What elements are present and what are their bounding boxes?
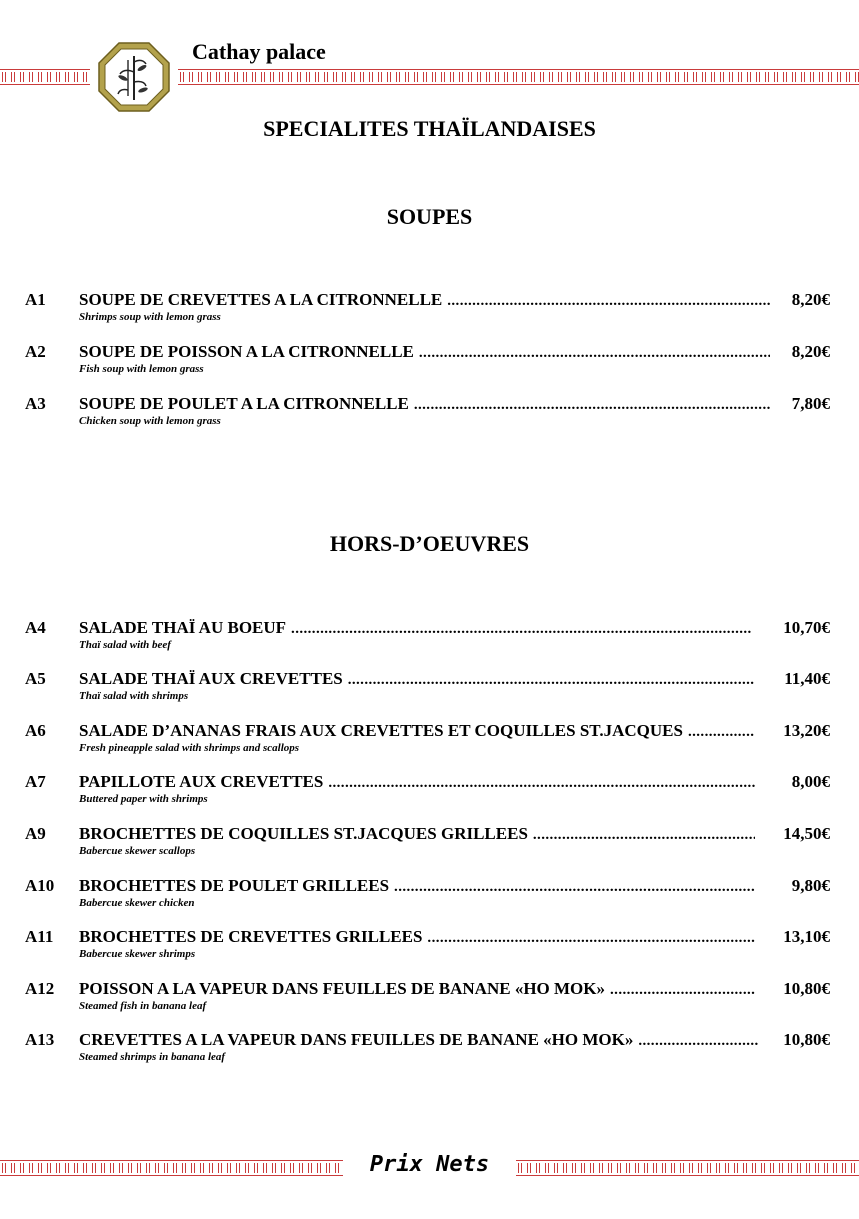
menu-item	[25, 342, 830, 382]
greek-key-border-bottom-right	[516, 1160, 859, 1176]
item-english: Steamed shrimps in banana leaf	[79, 1051, 226, 1063]
dot-leader	[419, 345, 770, 362]
item-code: A3	[25, 394, 46, 413]
item-code: A5	[25, 669, 46, 688]
dot-leader	[291, 621, 751, 638]
item-english: Thaï salad with shrimps	[79, 690, 189, 702]
item-english: Steamed fish in banana leaf	[79, 1000, 207, 1012]
item-code: A12	[25, 979, 55, 998]
item-code: A7	[25, 772, 46, 791]
menu-item	[25, 772, 830, 812]
menu-item	[25, 876, 830, 916]
item-price: 10,80€	[783, 1030, 830, 1049]
item-name: SOUPE DE POISSON A LA CITRONNELLE	[79, 342, 414, 361]
dot-leader	[394, 879, 755, 896]
item-code: A4	[25, 618, 46, 637]
item-name: CREVETTES A LA VAPEUR DANS FEUILLES DE BANANE «HO MOK»	[79, 1030, 634, 1049]
item-english: Buttered paper with shrimps	[79, 793, 208, 805]
menu-item	[25, 394, 830, 434]
item-english: Fish soup with lemon grass	[79, 363, 204, 375]
item-price: 10,70€	[783, 618, 830, 637]
dot-leader	[447, 293, 770, 310]
dot-leader	[688, 724, 755, 741]
item-price: 13,10€	[783, 927, 830, 946]
item-name: SALADE THAÏ AUX CREVETTES	[79, 669, 343, 688]
item-english: Shrimps soup with lemon grass	[79, 311, 221, 323]
section-title-soupes: SOUPES	[386, 204, 473, 229]
menu-item	[25, 1030, 830, 1070]
dot-leader	[610, 982, 755, 999]
greek-key-border-top-right	[178, 69, 859, 85]
item-name: BROCHETTES DE COQUILLES ST.JACQUES GRILLEES	[79, 824, 528, 843]
menu-item	[25, 824, 830, 864]
item-price: 13,20€	[783, 721, 830, 740]
item-english: Chicken soup with lemon grass	[79, 415, 221, 427]
item-price: 8,20€	[791, 290, 830, 309]
item-english: Babercue skewer shrimps	[79, 948, 196, 960]
dot-leader	[414, 397, 770, 414]
dot-leader	[638, 1033, 759, 1050]
item-name: PAPILLOTE AUX CREVETTES	[79, 772, 324, 791]
item-code: A2	[25, 342, 46, 361]
item-english: Fresh pineapple salad with shrimps and scallops	[79, 742, 300, 754]
bamboo-octagon-logo-icon	[98, 42, 170, 112]
item-price: 8,00€	[791, 772, 830, 791]
item-price: 14,50€	[783, 824, 830, 843]
item-name: SALADE THAÏ AU BOEUF	[79, 618, 287, 637]
item-name: SOUPE DE POULET A LA CITRONNELLE	[79, 394, 409, 413]
page-title: SPECIALITES THAÏLANDAISES	[263, 116, 596, 141]
item-name: POISSON A LA VAPEUR DANS FEUILLES DE BANANE «HO MOK»	[79, 979, 606, 998]
item-code: A11	[25, 927, 54, 946]
section-title-hors-doeuvres: HORS-D’OEUVRES	[329, 531, 530, 556]
dot-leader	[348, 672, 754, 689]
dot-leader	[533, 827, 755, 844]
item-code: A1	[25, 290, 46, 309]
item-name: BROCHETTES DE CREVETTES GRILLEES	[79, 927, 423, 946]
menu-item	[25, 927, 830, 967]
menu-item	[25, 721, 830, 761]
footer-prix-nets: Prix Nets	[369, 1152, 490, 1177]
item-price: 9,80€	[791, 876, 830, 895]
item-code: A9	[25, 824, 46, 843]
item-price: 10,80€	[783, 979, 830, 998]
item-name: SALADE D’ANANAS FRAIS AUX CREVETTES ET COQUILLES ST.JACQUES	[79, 721, 683, 740]
menu-item	[25, 290, 830, 330]
dot-leader	[328, 775, 755, 792]
menu-item	[25, 618, 830, 658]
item-english: Babercue skewer scallops	[79, 845, 196, 857]
greek-key-border-top-left	[0, 69, 90, 85]
item-name: SOUPE DE CREVETTES A LA CITRONNELLE	[79, 290, 443, 309]
item-name: BROCHETTES DE POULET GRILLEES	[79, 876, 390, 895]
item-english: Thaï salad with beef	[79, 639, 171, 651]
menu-item	[25, 669, 830, 709]
menu-item	[25, 979, 830, 1019]
item-price: 11,40€	[784, 669, 830, 688]
restaurant-name: Cathay palace	[192, 39, 326, 64]
item-code: A13	[25, 1030, 55, 1049]
item-price: 7,80€	[791, 394, 830, 413]
greek-key-border-bottom-left	[0, 1160, 343, 1176]
item-english: Babercue skewer chicken	[79, 897, 195, 909]
item-code: A6	[25, 721, 46, 740]
item-price: 8,20€	[791, 342, 830, 361]
dot-leader	[427, 930, 755, 947]
item-code: A10	[25, 876, 55, 895]
